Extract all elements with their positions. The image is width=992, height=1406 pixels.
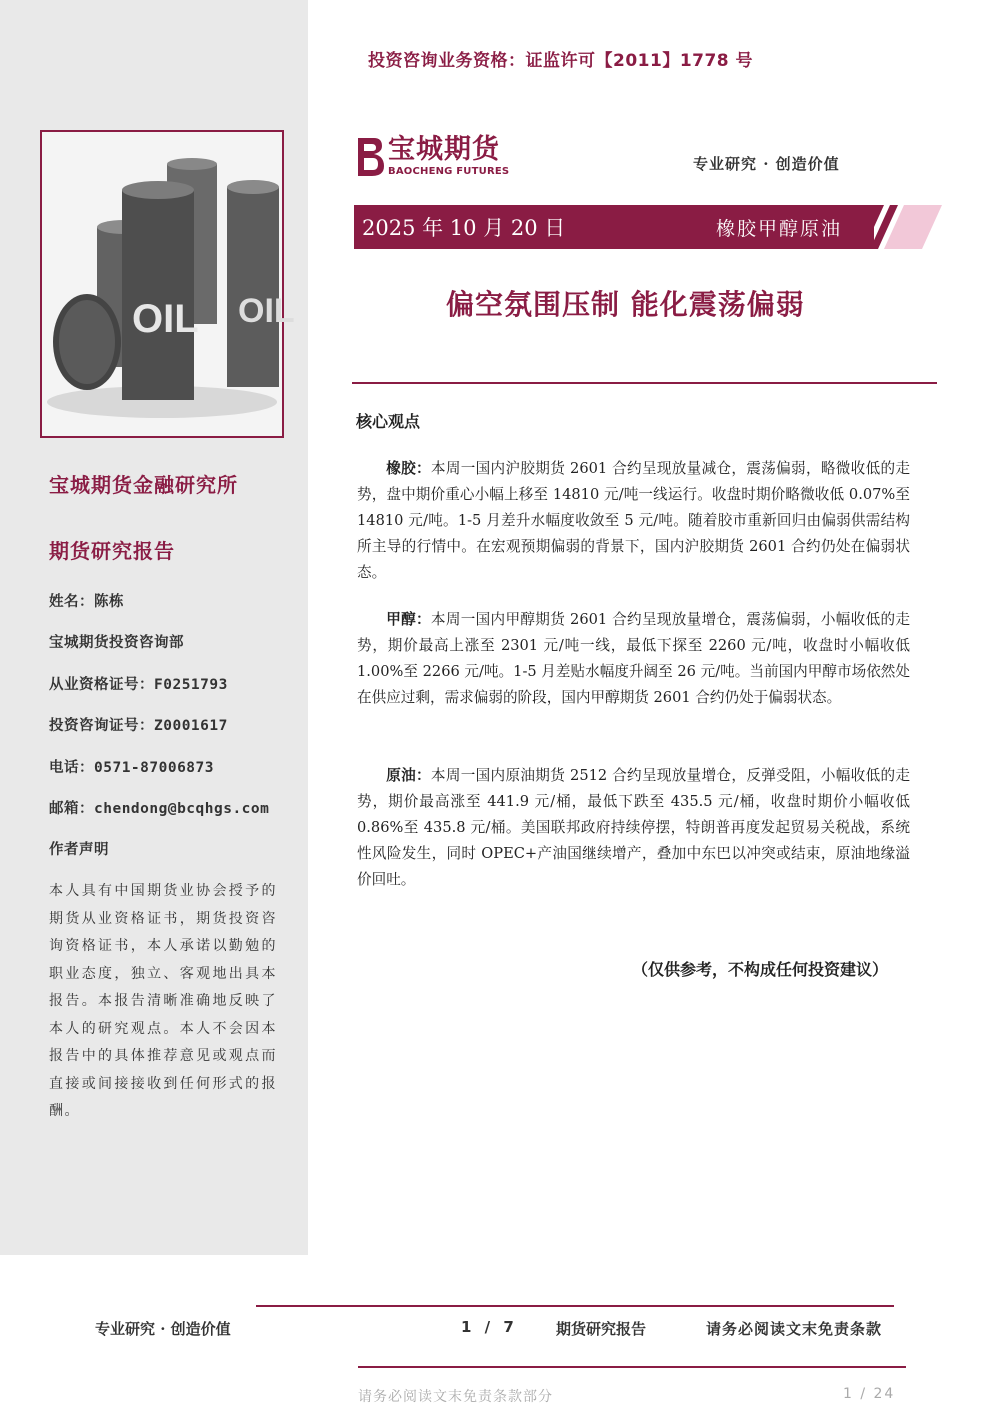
consulting-number: 投资咨询证号：Z0001617 [49, 718, 228, 734]
viewer-footer-notice: 请务必阅读文末免责条款部分 [358, 1389, 553, 1405]
oil-barrels-image [40, 130, 295, 438]
paragraph-label: 原油： [386, 767, 431, 784]
logo-english-name: BAOCHENG FUTURES [388, 166, 510, 177]
company-logo [352, 134, 522, 180]
statement-title: 作者声明 [49, 842, 109, 858]
banner-stripes-decoration [858, 205, 942, 249]
qualification-text: 投资咨询业务资格：证监许可【2011】1778 号 [368, 51, 754, 71]
phone-number: 电话：0571-87006873 [49, 760, 214, 776]
report-headline: 偏空氛围压制 能化震荡偏弱 [446, 288, 805, 321]
email-address: 邮箱：chendong@bcqhgs.com [49, 801, 270, 817]
report-date: 2025 年 10 月 20 日 [362, 216, 566, 240]
sidebar-org-name: 宝城期货金融研究所 [49, 473, 238, 497]
analyst-name: 姓名：陈栋 [49, 594, 124, 610]
footer-slogan: 专业研究 · 创造价值 [95, 1320, 231, 1338]
paragraph-rubber [357, 456, 910, 586]
reference-note: （仅供参考，不构成任何投资建议） [632, 960, 889, 979]
paragraph-label: 橡胶： [386, 460, 431, 477]
viewer-footer-divider [358, 1366, 906, 1368]
paragraph-text: 本周一国内原油期货 2512 合约呈现放量增仓，反弹受阻，小幅收低的走势，期价最高涨至 441.9 元/桶，最低下跌至 435.5 元/桶，收盘时期价小幅收低 0.86%至 435.8 元/桶。美国联邦政府持续停摆，特朗普再度发起贸易关税战，系统性风险发生，同时 OPEC+产油国继续增产，叠加中东巴以冲突或结束，原油地缘溢价回吐。 [357, 767, 910, 888]
sidebar-report-type: 期货研究报告 [49, 539, 175, 563]
core-view-title: 核心观点 [356, 412, 421, 431]
paragraph-label: 甲醇： [386, 611, 431, 628]
paragraph-crude-oil [357, 763, 910, 893]
footer-divider [256, 1305, 894, 1307]
paragraph-text: 本周一国内沪胶期货 2601 合约呈现放量减仓，震荡偏弱，略微收低的走势，盘中期价重心小幅上移至 14810 元/吨一线运行。收盘时期价略微收低 0.07%至 14810 元/吨。1-5 月差升水幅度收敛至 5 元/吨。随着胶市重新回归由偏弱供需结构所主导的行情中。在宏观预期偏弱的背景下，国内沪胶期货 2601 合约仍处在偏弱状态。 [357, 460, 910, 581]
paragraph-text: 本周一国内甲醇期货 2601 合约呈现放量增仓，震荡偏弱，小幅收低的走势，期价最高上涨至 2301 元/吨一线，最低下探至 2260 元/吨，收盘时小幅收低 1.00%至 2266 元/吨。1-5 月差贴水幅度升阔至 26 元/吨。当前国内甲醇市场依然处在供应过剩，需求偏弱的阶段，国内甲醇期货 2601 合约仍处于偏弱状态。 [357, 611, 910, 706]
viewer-page-number: 1 / 24 [843, 1386, 896, 1402]
footer-page-number: 1 / 7 [461, 1318, 518, 1336]
header-slogan: 专业研究 · 创造价值 [693, 155, 840, 173]
report-category: 橡胶甲醇原油 [716, 218, 843, 240]
footer-disclaimer-notice: 请务必阅读文末免责条款 [706, 1320, 883, 1338]
footer-report-type: 期货研究报告 [556, 1320, 647, 1338]
barrel-label-right: OIL [238, 292, 295, 330]
headline-divider [352, 382, 937, 384]
logo-chinese-name: 宝城期货 [388, 134, 500, 165]
license-number: 从业资格证号：F0251793 [49, 677, 228, 693]
author-statement: 本人具有中国期货业协会授予的期货从业资格证书，期货投资咨询资格证书，本人承诺以勤勉的职业态度，独立、客观地出具本报告。本报告清晰准确地反映了本人的研究观点。本人不会因本报告中的具体推荐意见或观点而直接或间接接收到任何形式的报酬。 [49, 883, 277, 1119]
barrel-label-front: OIL [132, 297, 199, 341]
analyst-department: 宝城期货投资咨询部 [49, 635, 184, 651]
paragraph-methanol [357, 607, 910, 711]
logo-mark-icon [352, 134, 386, 180]
